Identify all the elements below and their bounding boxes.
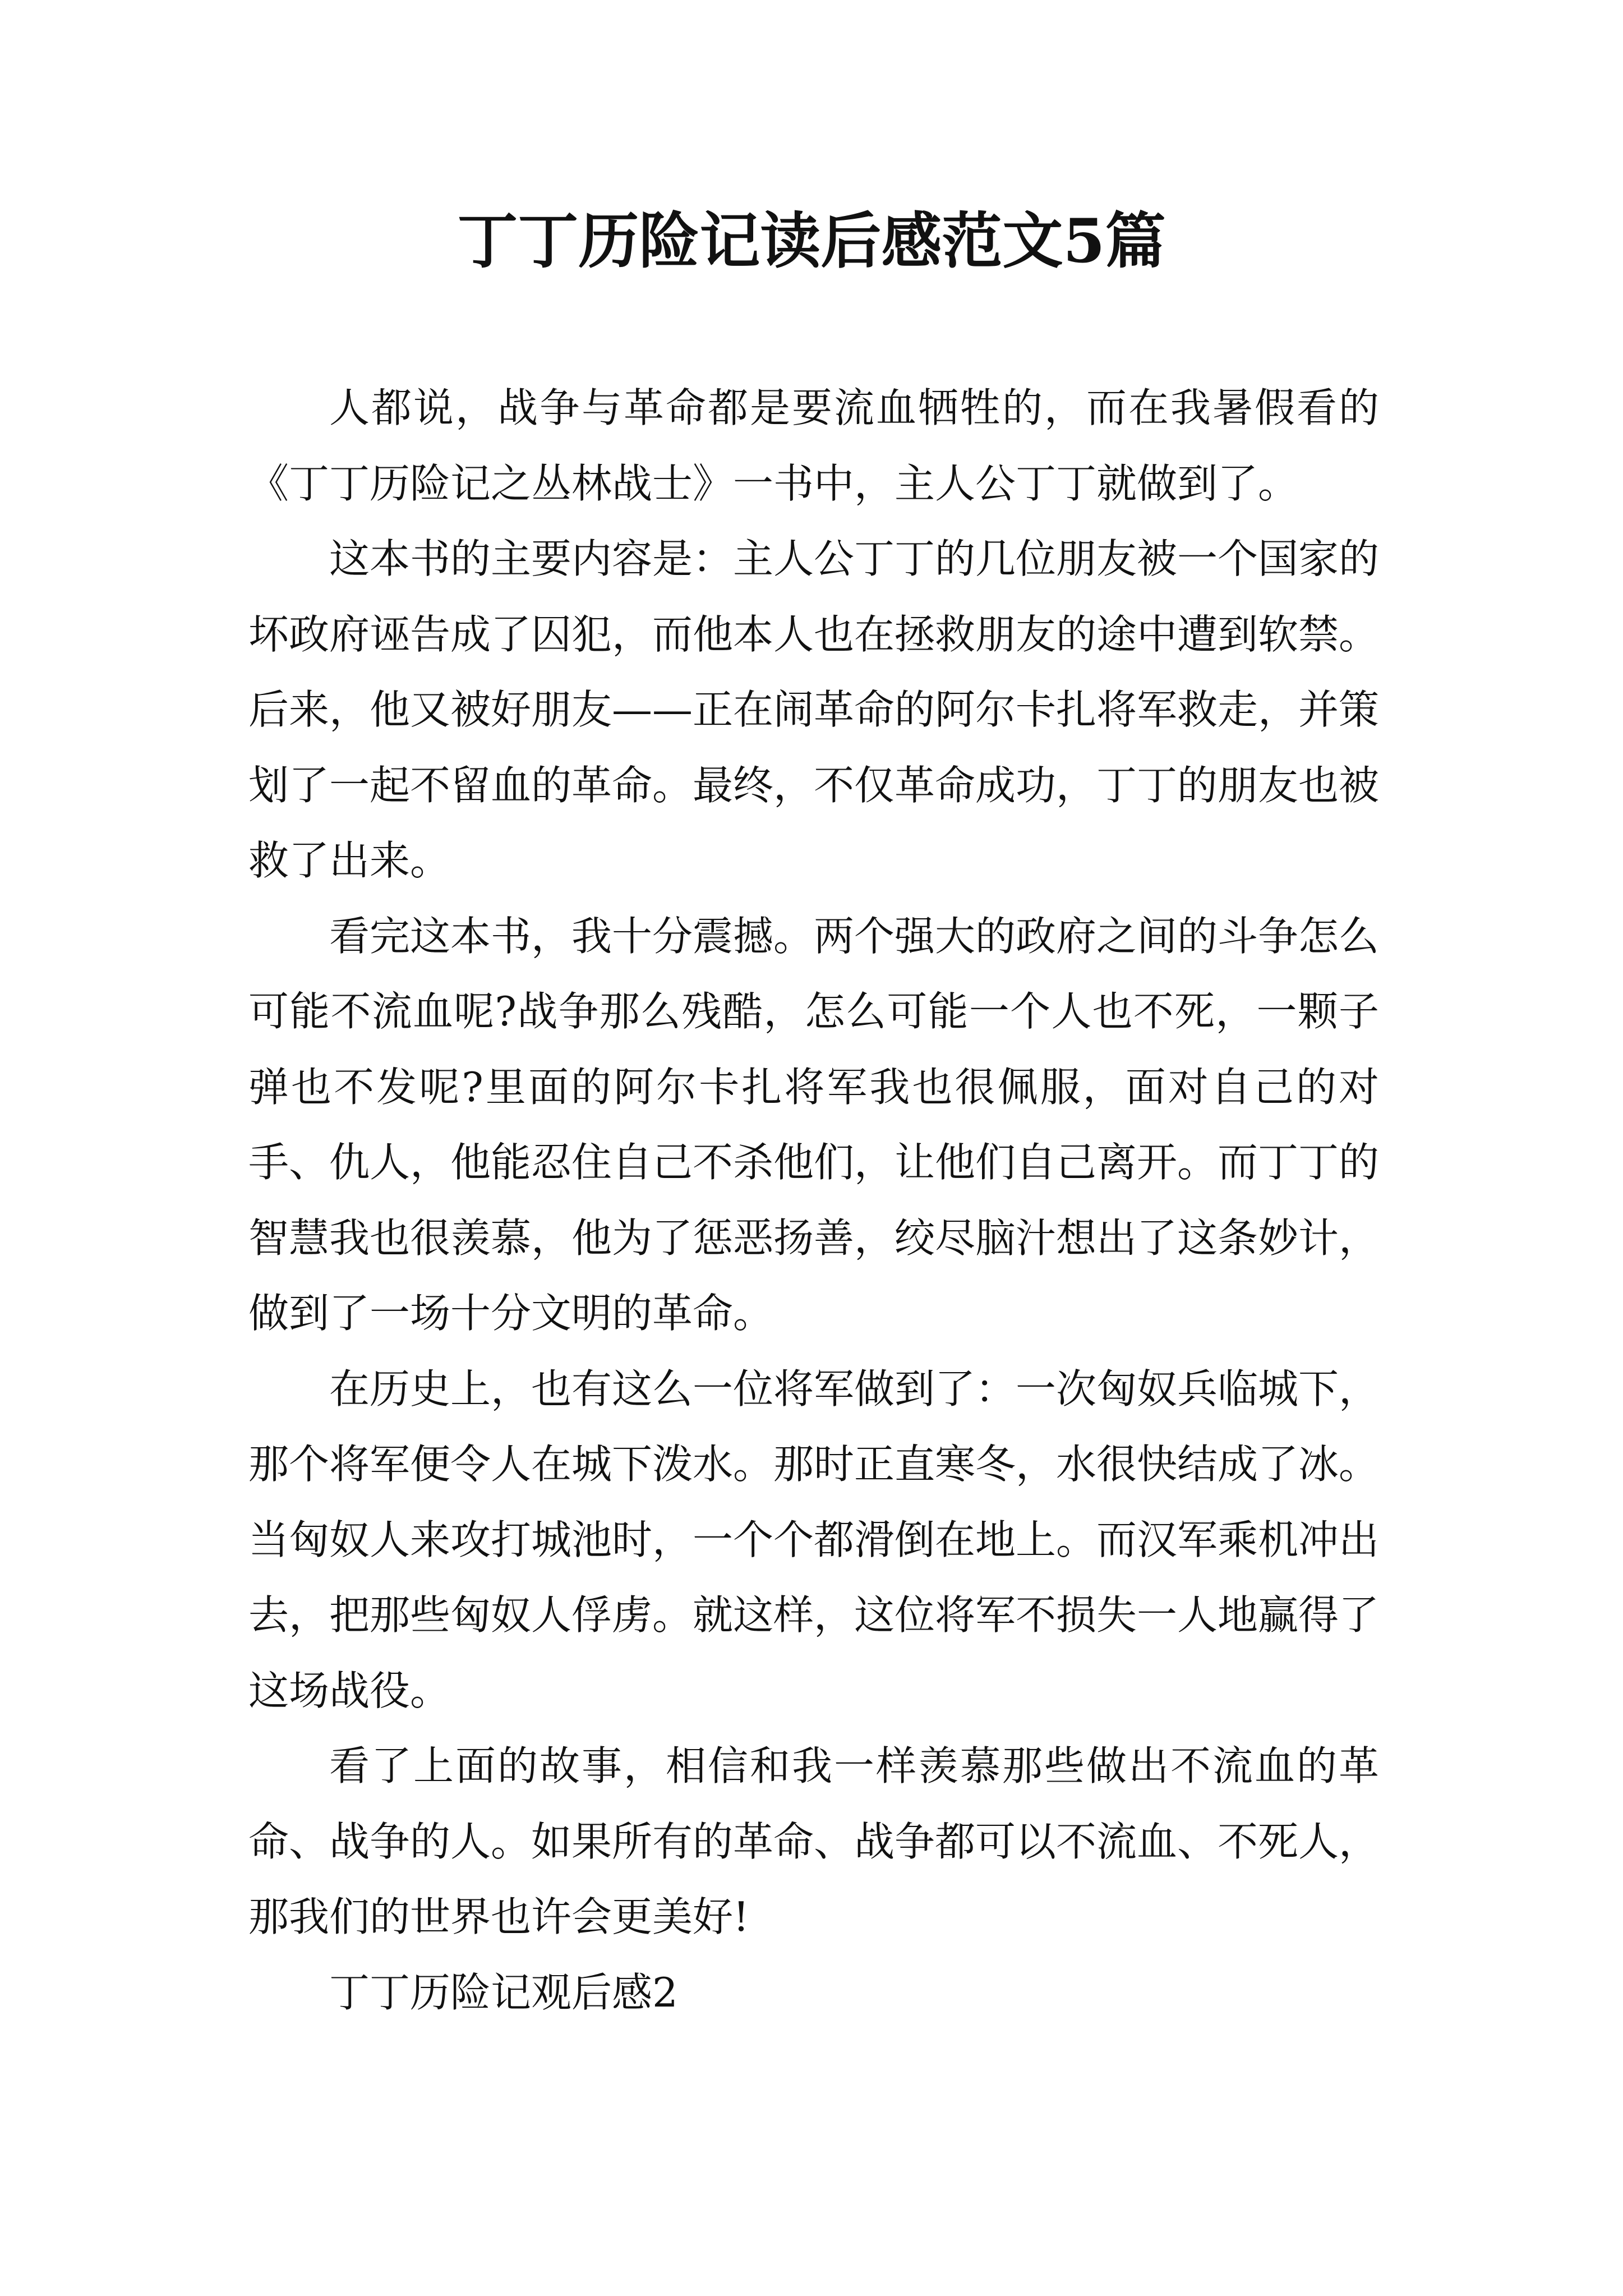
- paragraph-2: 这本书的主要内容是：主人公丁丁的几位朋友被一个国家的坏政府诬告成了囚犯，而他本人也在拯救朋友的途中遭到软禁。后来，他又被好朋友——正在闹革命的阿尔卡扎将军救走，并策划了一起不留血的革命。最终，不仅革命成功，丁丁的朋友也被救了出来。: [248, 535, 1380, 884]
- document-body: [248, 370, 1379, 2030]
- section-subheading: 丁丁历险记观后感2: [329, 1968, 678, 2016]
- paragraph-3: 看完这本书，我十分震撼。两个强大的政府之间的斗争怎么可能不流血呢?战争那么残酷，怎么可能一个人也不死，一颗子弹也不发呢?里面的阿尔卡扎将军我也很佩服，面对自己的对手、仇人，他能忍住自己不杀他们，让他们自己离开。而丁丁的智慧我也很羡慕，他为了惩恶扬善，绞尽脑汁想出了这条妙计，做到了一场十分文明的革命。: [248, 912, 1380, 1337]
- paragraph-5: 看了上面的故事，相信和我一样羡慕那些做出不流血的革命、战争的人。如果所有的革命、战争都可以不流血、不死人，那我们的世界也许会更美好!: [248, 1742, 1380, 1940]
- paragraph-4: 在历史上，也有这么一位将军做到了：一次匈奴兵临城下，那个将军便令人在城下泼水。那时正直寒冬，水很快结成了冰。当匈奴人来攻打城池时，一个个都滑倒在地上。而汉军乘机冲出去，把那些匈奴人俘虏。就这样，这位将军不损失一人地赢得了这场战役。: [248, 1365, 1380, 1714]
- paragraph-1: 人都说，战争与革命都是要流血牺牲的，而在我暑假看的《丁丁历险记之丛林战士》一书中，主人公丁丁就做到了。: [248, 384, 1379, 507]
- document-title: 丁丁历险记读后感范文5篇: [457, 206, 1166, 277]
